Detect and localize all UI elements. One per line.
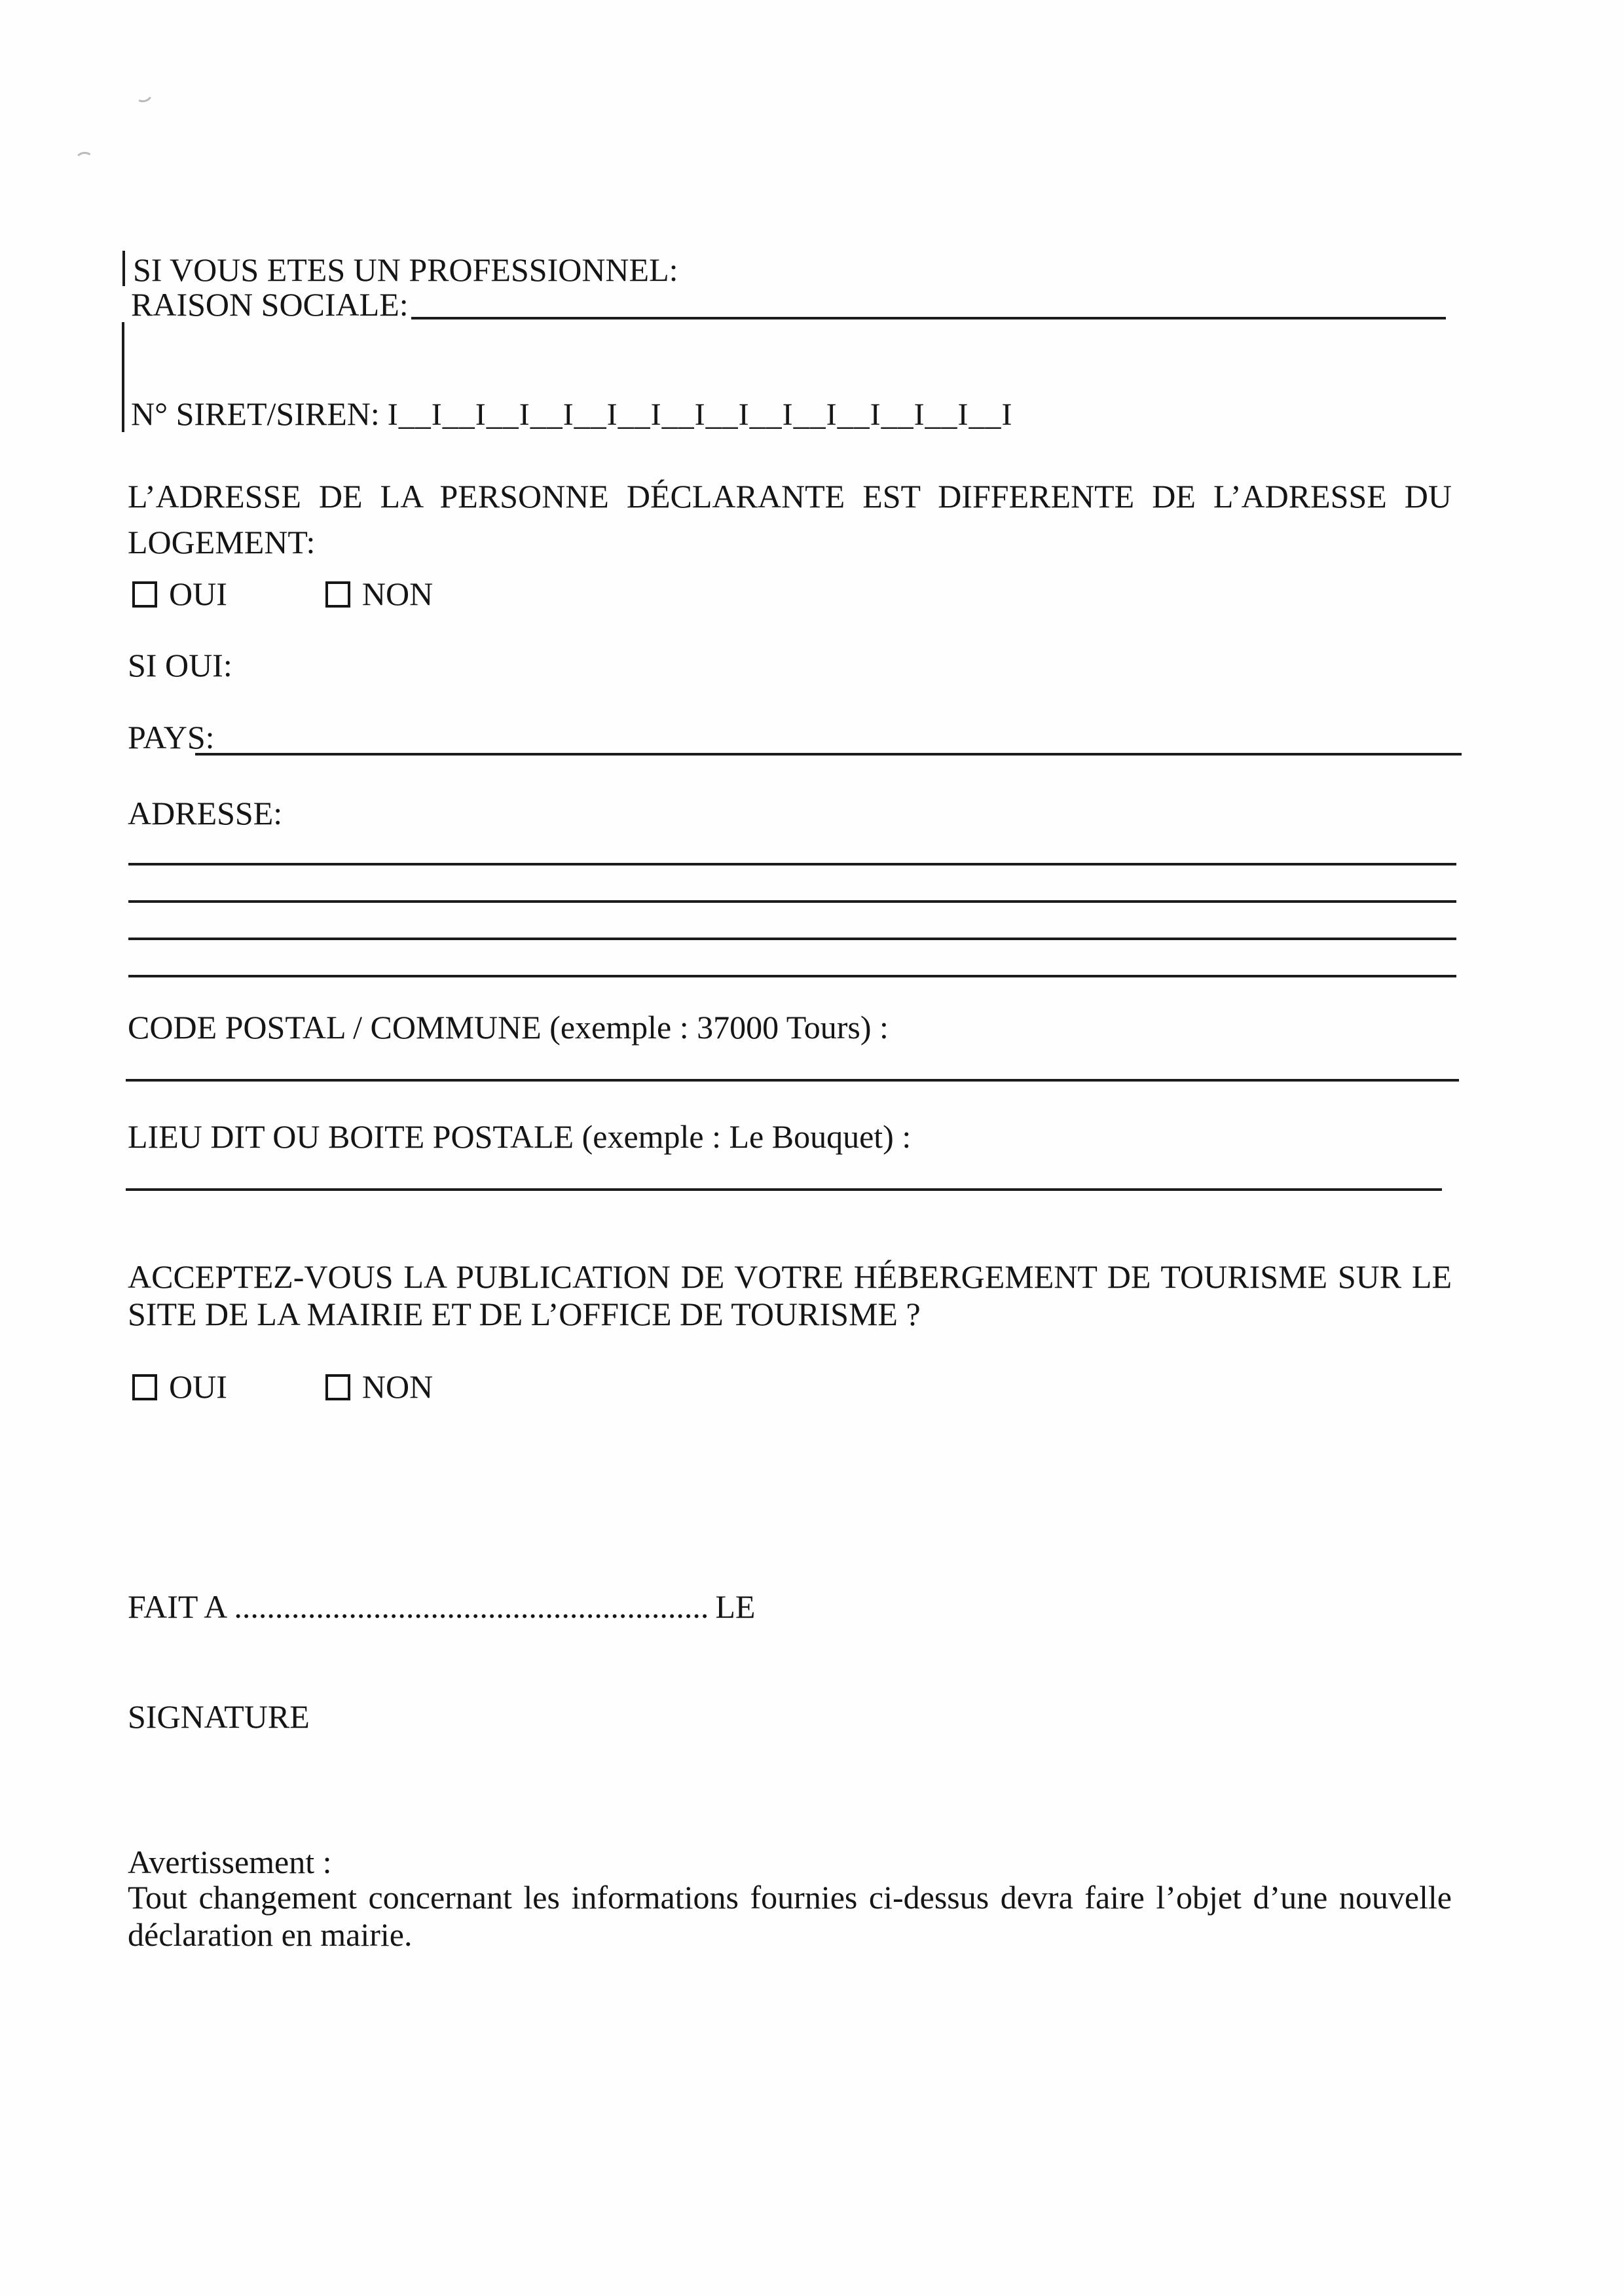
fait-a-dotted-line[interactable]: .......................................................... [234, 1588, 709, 1625]
warning-line1: Tout changement concernant les informations fournies ci-dessus devra faire l’objet d’une nouvelle [128, 1879, 1452, 1916]
fait-a-label: FAIT A [128, 1588, 228, 1625]
siret-label: N° SIRET/SIREN: [131, 395, 380, 432]
raison-sociale-label: RAISON SOCIALE: [131, 286, 409, 323]
code-postal-input-line[interactable] [126, 1079, 1459, 1082]
signature-label: SIGNATURE [128, 1698, 310, 1735]
adresse-label: ADRESSE: [128, 795, 283, 831]
siret-input-boxes[interactable]: I__I__I__I__I__I__I__I__I__I__I__I__I__I__I [387, 397, 1013, 432]
adresse-input-line-1[interactable] [128, 863, 1456, 866]
address-question-choices [132, 575, 433, 613]
adresse-input-line-3[interactable] [128, 938, 1456, 940]
warning-line2: déclaration en mairie. [128, 1916, 413, 1953]
raison-sociale-input-line[interactable] [411, 317, 1446, 319]
non-checkbox[interactable] [325, 1374, 350, 1400]
adresse-input-line-4[interactable] [128, 975, 1456, 977]
address-question-line2: LOGEMENT: [128, 524, 316, 560]
scan-artifact [75, 151, 94, 168]
pays-label: PAYS: [128, 719, 215, 756]
non-label: NON [361, 575, 434, 612]
warning-title: Avertissement : [128, 1844, 332, 1880]
oui-checkbox[interactable] [132, 1374, 157, 1400]
publication-question-line1: ACCEPTEZ-VOUS LA PUBLICATION DE VOTRE HÉBERGEMENT DE TOURISME SUR LE [128, 1258, 1452, 1295]
professional-heading: SI VOUS ETES UN PROFESSIONNEL: [133, 251, 678, 288]
le-label: LE [715, 1588, 756, 1625]
non-checkbox[interactable] [325, 581, 350, 608]
non-label: NON [361, 1368, 434, 1405]
address-question-line1: L’ADRESSE DE LA PERSONNE DÉCLARANTE EST DIFFERENTE DE L’ADRESSE DU [128, 478, 1452, 515]
siret-row [131, 395, 1013, 433]
oui-label: OUI [169, 575, 227, 612]
fait-a-row [128, 1588, 755, 1626]
lieu-dit-label: LIEU DIT OU BOITE POSTALE (exemple : Le Bouquet) : [128, 1118, 912, 1155]
si-oui-label: SI OUI: [128, 647, 232, 683]
oui-label: OUI [169, 1368, 227, 1405]
scan-artifact [132, 84, 154, 104]
code-postal-label: CODE POSTAL / COMMUNE (exemple : 37000 Tours) : [128, 1009, 889, 1046]
adresse-input-line-2[interactable] [128, 900, 1456, 903]
publication-question-line2: SITE DE LA MAIRIE ET DE L’OFFICE DE TOURISME ? [128, 1296, 921, 1332]
publication-question-choices [132, 1368, 433, 1406]
pays-input-line[interactable] [195, 753, 1462, 756]
lieu-dit-input-line[interactable] [126, 1188, 1442, 1191]
margin-revision-bar [122, 251, 125, 286]
oui-checkbox[interactable] [132, 581, 157, 608]
margin-revision-bar [122, 322, 124, 432]
